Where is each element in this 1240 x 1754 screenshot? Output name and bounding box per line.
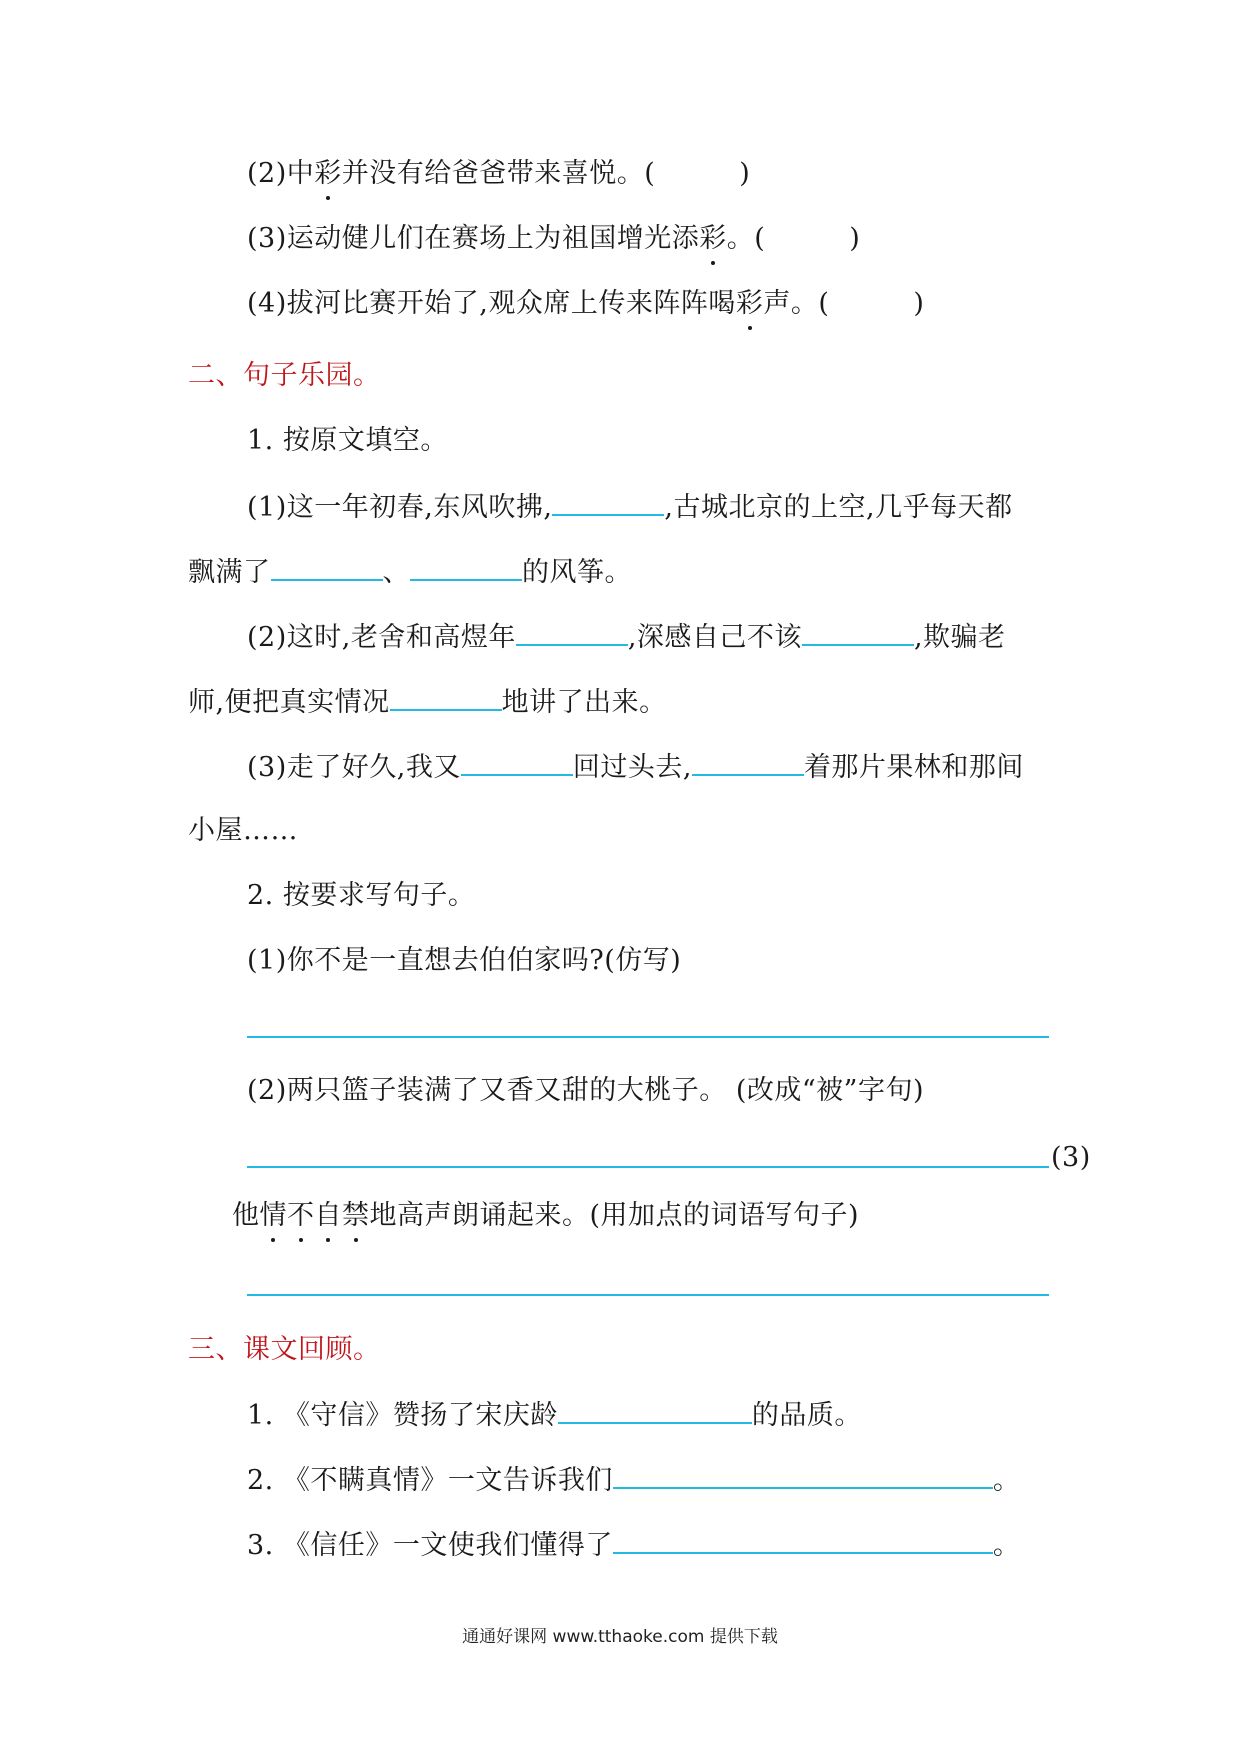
section-heading-3: 三、课文回顾。 bbox=[188, 1334, 381, 1365]
fill-blank[interactable] bbox=[390, 681, 502, 711]
q2-1: (1)你不是一直想去伯伯家吗?(仿写) bbox=[247, 945, 682, 976]
item-number: (2) bbox=[247, 622, 287, 653]
dotted-char: 不 bbox=[287, 1196, 315, 1236]
fill-blank[interactable] bbox=[802, 616, 914, 646]
item-text: 拔河比赛开始了,观众席上传来阵阵喝 bbox=[286, 288, 736, 319]
item-text: 师,便把真实情况 bbox=[188, 687, 390, 718]
item-text: 地讲了出来。 bbox=[501, 687, 667, 718]
fill-blank[interactable] bbox=[516, 616, 628, 646]
item-text: ,古城北京的上空,几乎每天都 bbox=[664, 492, 1013, 523]
item-number: (4) bbox=[247, 288, 287, 319]
p1-item-4 bbox=[247, 284, 924, 324]
fill-blank[interactable] bbox=[552, 486, 664, 516]
item-text: 。( bbox=[726, 223, 766, 254]
page-footer: 通通好课网 www.tthaoke.com 提供下载 bbox=[462, 1627, 778, 1647]
p1-item-3 bbox=[247, 219, 860, 259]
q1-title: 1. 按原文填空。 bbox=[247, 425, 448, 456]
close-paren: ) bbox=[739, 158, 751, 189]
fill-blank[interactable] bbox=[692, 746, 804, 776]
answer-line[interactable] bbox=[247, 1166, 1049, 1168]
item-text: 。 bbox=[992, 1530, 1021, 1561]
q1-2-line2 bbox=[188, 681, 667, 723]
item-number: (2) bbox=[247, 158, 287, 189]
q1-3-line1 bbox=[247, 746, 1024, 788]
item-text: 2. 《不瞒真情》一文告诉我们 bbox=[247, 1465, 613, 1496]
item-number: (3) bbox=[247, 223, 287, 254]
item-text: 走了好久,我又 bbox=[286, 752, 461, 783]
q1-2-line1 bbox=[247, 616, 1006, 658]
item-text: 着那片果林和那间 bbox=[803, 752, 1024, 783]
item-text: 这一年初春,东风吹拂, bbox=[286, 492, 553, 523]
q1-1-line2 bbox=[188, 551, 632, 593]
q1-1-line1 bbox=[247, 486, 1013, 528]
p3-q1 bbox=[247, 1394, 862, 1436]
item-text: 飘满了 bbox=[188, 557, 271, 588]
fill-blank[interactable] bbox=[410, 551, 522, 581]
item-text: 。 bbox=[992, 1465, 1021, 1496]
close-paren: ) bbox=[913, 288, 925, 319]
item-text: 中 bbox=[286, 158, 315, 189]
item-text: 的风筝。 bbox=[522, 557, 632, 588]
fill-blank[interactable] bbox=[558, 1394, 752, 1424]
dotted-char: 彩 bbox=[314, 154, 342, 194]
dotted-char: 情 bbox=[260, 1196, 288, 1236]
section-heading-2: 二、句子乐园。 bbox=[188, 360, 381, 391]
item-number: (3) bbox=[247, 752, 287, 783]
q1-3-line2: 小屋…… bbox=[188, 815, 298, 846]
item-text: 回过头去, bbox=[572, 752, 692, 783]
dotted-char: 禁 bbox=[342, 1196, 370, 1236]
answer-line[interactable] bbox=[247, 1036, 1049, 1038]
fill-blank[interactable] bbox=[613, 1459, 993, 1489]
q2-3 bbox=[232, 1196, 859, 1236]
dotted-char: 彩 bbox=[736, 284, 764, 324]
p1-item-2 bbox=[247, 154, 750, 194]
item-text: 的品质。 bbox=[751, 1400, 862, 1431]
item-number: (1) bbox=[247, 492, 287, 523]
item-text: 并没有给爸爸带来喜悦。( bbox=[341, 158, 656, 189]
fill-blank[interactable] bbox=[271, 551, 383, 581]
item-text: ,欺骗老 bbox=[913, 622, 1006, 653]
item-text: 地高声朗诵起来。(用加点的词语写句子) bbox=[369, 1200, 860, 1231]
item-text: 、 bbox=[382, 557, 410, 588]
close-paren: ) bbox=[849, 223, 861, 254]
item-text: 他 bbox=[232, 1200, 260, 1231]
p3-q2 bbox=[247, 1459, 1020, 1501]
dotted-char: 自 bbox=[315, 1196, 343, 1236]
fill-blank[interactable] bbox=[461, 746, 573, 776]
answer-line[interactable] bbox=[247, 1294, 1049, 1296]
item-text: 声。( bbox=[763, 288, 830, 319]
item-text: 这时,老舍和高煜年 bbox=[286, 622, 516, 653]
item-text: 1. 《守信》赞扬了宋庆龄 bbox=[247, 1400, 558, 1431]
dotted-char: 彩 bbox=[699, 219, 727, 259]
item-text: 3. 《信任》一文使我们懂得了 bbox=[247, 1530, 613, 1561]
q2-title: 2. 按要求写句子。 bbox=[247, 880, 476, 911]
q2-2: (2)两只篮子装满了又香又甜的大桃子。 (改成“被”字句) bbox=[247, 1075, 925, 1106]
fill-blank[interactable] bbox=[613, 1524, 993, 1554]
p3-q3 bbox=[247, 1524, 1020, 1566]
item-text: 运动健儿们在赛场上为祖国增光添 bbox=[286, 223, 700, 254]
item-text: ,深感自己不该 bbox=[627, 622, 802, 653]
q2-3-number: (3) bbox=[1051, 1142, 1091, 1173]
